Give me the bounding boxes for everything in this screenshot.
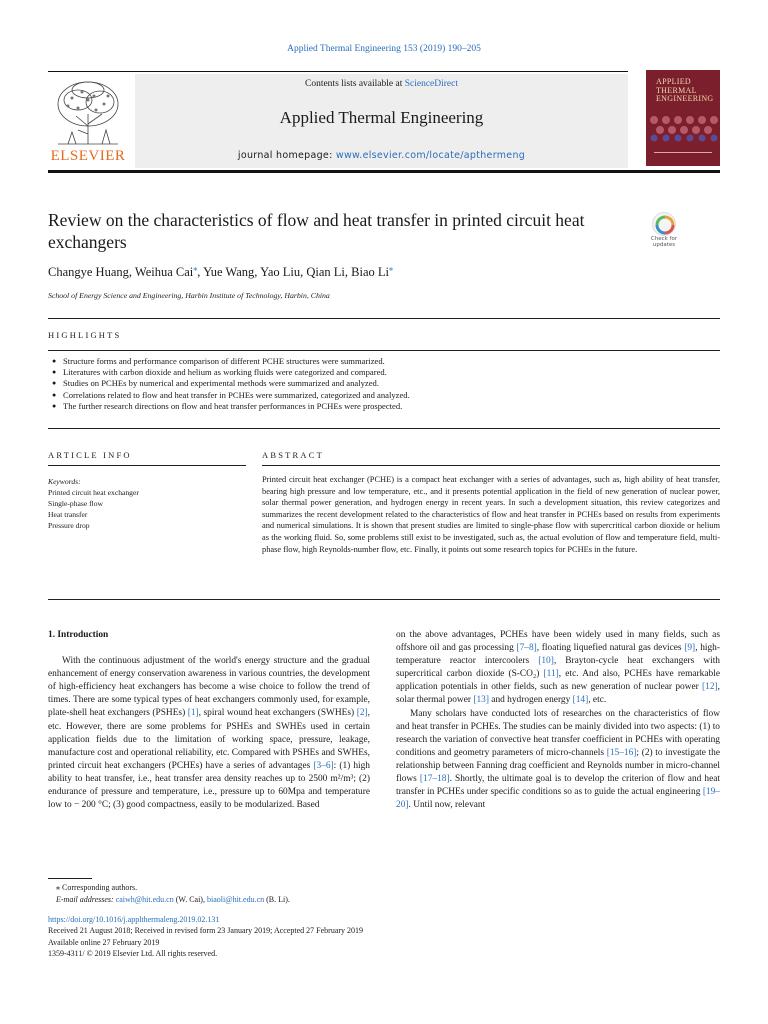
highlight-item: ● Studies on PCHEs by numerical and experimental methods were summarized and analyzed. xyxy=(52,378,712,389)
elsevier-wordmark: ELSEVIER xyxy=(50,148,126,164)
keyword: Pressure drop xyxy=(48,521,90,530)
highlight-item: ● Structure forms and performance comparison of different PCHE structures were summarized. xyxy=(52,356,712,367)
masthead-top-rule xyxy=(48,71,628,72)
contents-prefix: Contents lists available at xyxy=(304,79,405,89)
author-name: Yao Liu xyxy=(260,265,301,280)
abstract-text: Printed circuit heat exchanger (PCHE) is a compact heat exchanger with a series of advantages, such as, high ability of heat transfer, bearing high pressure and low temperature, etc., and it presents potential application in the field of new generation of nuclear power, solar thermal power generation, and hydrogen energy in recent years. In such a development situation, this review categorizes and summarizes the recent development related to the characteristics of flow and heat transfer in PCHEs based on results from experiments and numerical simulations. It is shown that present studies are limited to single-phase flow with supercritical carbon dioxide or helium as the working fluid. So, some problems still exist to be investigated, such as, the actual evolution of flow and temperature field, multi-phase flow, high Reynolds-number flow, etc. Finally, it points out some research topics for PCHEs in the future. xyxy=(262,475,720,554)
keyword: Single-phase flow xyxy=(48,499,104,508)
keyword: Heat transfer xyxy=(48,510,88,519)
article-info-rule xyxy=(48,465,246,466)
email-addresses: E-mail addresses: caiwh@hit.edu.cn (W. Cai), biaoli@hit.edu.cn (B. Li). xyxy=(56,895,290,904)
author-list: Changye Huang, Weihua Cai⁎, Yue Wang, Yao Liu, Qian Li, Biao Li⁎ xyxy=(48,264,394,280)
doi-link[interactable]: https://doi.org/10.1016/j.applthermaleng.2019.02.131 xyxy=(48,915,220,924)
journal-cover-image[interactable] xyxy=(646,70,720,166)
contents-line xyxy=(135,79,628,89)
affiliation: School of Energy Science and Engineering, Harbin Institute of Technology, Harbin, China xyxy=(48,291,330,300)
citation-link[interactable]: [2] xyxy=(356,708,368,719)
author-name: Qian Li xyxy=(306,265,345,280)
available-online: Available online 27 February 2019 xyxy=(48,937,160,947)
highlights-list xyxy=(52,356,712,412)
cover-footer-line xyxy=(654,152,712,160)
sciencedirect-link[interactable]: ScienceDirect xyxy=(404,79,458,89)
citation-link[interactable]: [17–18] xyxy=(419,774,450,785)
citation-link[interactable]: [19–20] xyxy=(396,787,720,811)
highlight-item: ● Literatures with carbon dioxide and helium as working fluids were categorized and compared. xyxy=(52,367,712,378)
copyright: 1359-4311/ © 2019 Elsevier Ltd. All rights reserved. xyxy=(48,948,218,958)
received-dates: Received 21 August 2018; Received in revised form 23 January 2019; Accepted 27 February 2019 xyxy=(48,926,364,936)
abstract-bottom-rule xyxy=(48,599,720,600)
highlight-item: ● The further research directions on flow and heat transfer performances in PCHEs were prospected. xyxy=(52,401,712,412)
article-title: Review on the characteristics of flow and heat transfer in printed circuit heat exchangers xyxy=(48,210,585,252)
publication-info xyxy=(48,914,728,959)
homepage-prefix: journal homepage: xyxy=(237,150,336,161)
email-link[interactable]: biaoli@hit.edu.cn xyxy=(206,895,265,904)
article-info-heading: ARTICLE INFO xyxy=(48,450,132,460)
citation-link[interactable]: [11] xyxy=(543,669,559,680)
abstract-heading: ABSTRACT xyxy=(262,450,324,460)
citation-link[interactable]: [3–6] xyxy=(313,760,334,771)
citation-link[interactable]: [15–16] xyxy=(606,747,637,758)
citation-link[interactable]: [14] xyxy=(572,695,589,706)
highlights-bottom-rule xyxy=(48,428,720,429)
keywords-list xyxy=(48,487,139,531)
citation-link[interactable]: [12] xyxy=(702,682,718,693)
journal-reference[interactable]: Applied Thermal Engineering 153 (2019) 190–205 xyxy=(287,44,481,54)
email-link[interactable]: caiwh@hit.edu.cn xyxy=(115,895,174,904)
corresponding-mark[interactable]: ⁎ xyxy=(389,264,394,273)
check-updates-label: Check for updates xyxy=(650,236,678,248)
body-column-left xyxy=(48,629,370,812)
highlights-heading-rule xyxy=(48,350,720,351)
footnote-rule xyxy=(48,878,92,879)
footnotes xyxy=(48,882,728,906)
author-name: Weihua Cai xyxy=(134,265,194,280)
citation-link[interactable]: [13] xyxy=(473,695,489,706)
citation-link[interactable]: [7–8] xyxy=(516,643,537,654)
author-name: Biao Li xyxy=(351,265,390,280)
corresponding-mark[interactable]: ⁎ xyxy=(193,264,198,273)
author-name: Changye Huang xyxy=(48,265,129,280)
homepage-link[interactable]: www.elsevier.com/locate/apthermeng xyxy=(335,150,526,161)
keywords-label: Keywords: xyxy=(48,477,81,486)
highlight-item: ● Correlations related to flow and heat transfer in PCHEs were summarized, categorized and analyzed. xyxy=(52,390,712,401)
author-name: Yue Wang xyxy=(203,265,255,280)
cover-pattern xyxy=(646,114,720,142)
check-updates-icon xyxy=(652,212,676,236)
masthead-bottom-rule xyxy=(48,170,720,173)
corresponding-note: ⁎ Corresponding authors. xyxy=(56,883,138,892)
cover-title: APPLIED THERMAL ENGINEERING xyxy=(656,77,714,103)
abstract-rule xyxy=(262,465,720,466)
journal-title: Applied Thermal Engineering xyxy=(279,108,484,127)
body-paragraph: With the continuous adjustment of the world's energy structure and the gradual enhancement of energy conservation awareness in various countries, the development of high-efficiency heat exchangers has become a wise choice to follow the trend of times. There are some typical types of heat exchangers commonly used, for example, plate-shell heat exchangers (PSHEs) [1], spiral wound heat exchangers (SWHEs) [2], etc. However, there are some problems for PSHEs and SWHEs used in certain application fields due to the limitation of working space, pressure, leakage, manufacture cost and operational reliability, etc. Compared with PSHEs and SWHEs, printed circuit heat exchangers (PCHEs) have a series of advantages [3–6]: (1) high ability to heat transfer, i.e., heat transfer area density reaches up to 2500 m²/m³; (2) endurance of pressure and temperature, i.e., pressure up to 60Mpa and temperature low to − 200 °C; (3) good compactness, easily to be modularized. Based xyxy=(48,656,370,811)
citation-link[interactable]: [9] xyxy=(684,643,696,654)
homepage-line xyxy=(135,150,628,161)
citation-link[interactable]: [1] xyxy=(187,708,199,719)
body-paragraph: on the above advantages, PCHEs have been widely used in many fields, such as offshore oil and gas processing [7–8], floating liquefied natural gas devices [9], high-temperature reactor intercoolers [10], Brayton-cycle heat exchangers with supercritical carbon dioxide (S-CO₂) [11], etc. And also, PCHEs have remarkable application potentials in other fields, such as new generation of nuclear power [12], solar thermal power [13] and hydrogen energy [14], etc. xyxy=(396,630,720,706)
citation-link[interactable]: [10] xyxy=(538,656,554,667)
body-column-right xyxy=(396,629,720,812)
section-heading: 1. Introduction xyxy=(48,630,109,640)
keyword: Printed circuit heat exchanger xyxy=(48,488,139,497)
check-for-updates-button[interactable] xyxy=(646,212,682,254)
body-paragraph: Many scholars have conducted lots of researches on the characteristics of flow and heat transfer in PCHEs. The studies can be mainly divided into two aspects: (1) to research the variation of convective heat transfer coefficient in PCHEs with operating conditions and geometry parameters of micro-channels [15–16]; (2) to investigate the relationship between Fanning drag coefficient and Reynolds number in micro-channel flows [17–18]. Shortly, the ultimate goal is to develop the criterion of flow and heat transfer in PCHEs under specific conditions so as to guide the actual engineering [19–20]. Until now, relevant xyxy=(396,708,720,811)
highlights-top-rule xyxy=(48,318,720,319)
highlights-heading: HIGHLIGHTS xyxy=(48,330,122,340)
